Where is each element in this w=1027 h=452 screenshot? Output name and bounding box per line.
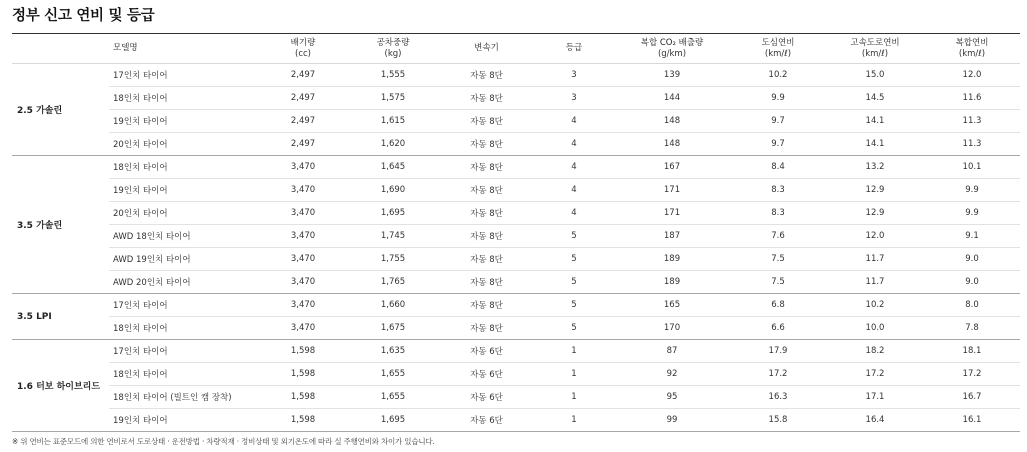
cell-weight: 1,635 — [347, 340, 439, 363]
cell-model: AWD 19인치 타이어 — [109, 248, 259, 271]
header-highway: 고속도로연비 (km/ℓ) — [826, 34, 924, 64]
cell-grade: 4 — [534, 110, 614, 133]
cell-grade: 4 — [534, 156, 614, 179]
table-row — [12, 248, 1020, 271]
cell-city: 17.9 — [730, 340, 826, 363]
header-weight: 공차중량 (kg) — [347, 34, 439, 64]
table-row — [12, 386, 1020, 409]
cell-co2: 189 — [614, 271, 730, 294]
cell-weight: 1,655 — [347, 363, 439, 386]
cell-transmission: 자동 8단 — [439, 317, 534, 340]
cell-combined: 16.1 — [924, 409, 1020, 432]
cell-model: 19인치 타이어 — [109, 409, 259, 432]
cell-grade: 1 — [534, 409, 614, 432]
group-label: 3.5 가솔린 — [12, 156, 109, 294]
cell-highway: 18.2 — [826, 340, 924, 363]
cell-transmission: 자동 8단 — [439, 271, 534, 294]
cell-displacement: 3,470 — [259, 202, 347, 225]
cell-model: AWD 20인치 타이어 — [109, 271, 259, 294]
cell-transmission: 자동 8단 — [439, 179, 534, 202]
cell-transmission: 자동 6단 — [439, 409, 534, 432]
cell-co2: 171 — [614, 202, 730, 225]
cell-highway: 11.7 — [826, 271, 924, 294]
table-row — [12, 340, 1020, 363]
cell-weight: 1,660 — [347, 294, 439, 317]
cell-combined: 8.0 — [924, 294, 1020, 317]
cell-model: 18인치 타이어 — [109, 317, 259, 340]
table-row — [12, 133, 1020, 156]
cell-transmission: 자동 6단 — [439, 340, 534, 363]
group-label: 2.5 가솔린 — [12, 64, 109, 156]
cell-city: 8.3 — [730, 179, 826, 202]
cell-city: 10.2 — [730, 64, 826, 87]
header-city: 도심연비 (km/ℓ) — [730, 34, 826, 64]
cell-highway: 11.7 — [826, 248, 924, 271]
cell-highway: 14.5 — [826, 87, 924, 110]
cell-co2: 187 — [614, 225, 730, 248]
cell-weight: 1,575 — [347, 87, 439, 110]
cell-model: 17인치 타이어 — [109, 340, 259, 363]
cell-combined: 11.6 — [924, 87, 1020, 110]
table-row — [12, 179, 1020, 202]
cell-co2: 148 — [614, 110, 730, 133]
cell-model: 17인치 타이어 — [109, 64, 259, 87]
cell-co2: 99 — [614, 409, 730, 432]
cell-highway: 13.2 — [826, 156, 924, 179]
cell-city: 7.6 — [730, 225, 826, 248]
table-row — [12, 87, 1020, 110]
cell-combined: 10.1 — [924, 156, 1020, 179]
cell-city: 7.5 — [730, 271, 826, 294]
cell-weight: 1,695 — [347, 409, 439, 432]
cell-highway: 12.0 — [826, 225, 924, 248]
cell-transmission: 자동 8단 — [439, 294, 534, 317]
cell-displacement: 1,598 — [259, 340, 347, 363]
cell-transmission: 자동 6단 — [439, 363, 534, 386]
table-row — [12, 110, 1020, 133]
header-combined: 복합연비 (km/ℓ) — [924, 34, 1020, 64]
cell-model: 20인치 타이어 — [109, 133, 259, 156]
cell-weight: 1,755 — [347, 248, 439, 271]
cell-weight: 1,765 — [347, 271, 439, 294]
cell-co2: 139 — [614, 64, 730, 87]
cell-co2: 95 — [614, 386, 730, 409]
cell-model: 19인치 타이어 — [109, 179, 259, 202]
fuel-efficiency-table — [12, 33, 1020, 432]
table-row — [12, 202, 1020, 225]
cell-grade: 5 — [534, 225, 614, 248]
cell-transmission: 자동 8단 — [439, 87, 534, 110]
cell-co2: 170 — [614, 317, 730, 340]
cell-co2: 92 — [614, 363, 730, 386]
footnote: ※ 위 연비는 표준모드에 의한 연비로서 도로상태 · 운전방법 · 차량적재 · 정비상태 및 외기온도에 따라 실 주행연비와 차이가 있습니다. — [12, 437, 435, 446]
header-co2: 복합 CO₂ 배출량 (g/km) — [614, 34, 730, 64]
cell-grade: 5 — [534, 294, 614, 317]
header-displacement: 배기량 (cc) — [259, 34, 347, 64]
table-row — [12, 225, 1020, 248]
cell-combined: 16.7 — [924, 386, 1020, 409]
cell-city: 8.3 — [730, 202, 826, 225]
cell-model: 18인치 타이어 (빌트인 캠 장착) — [109, 386, 259, 409]
header-model: 모델명 — [109, 34, 259, 64]
cell-grade: 5 — [534, 271, 614, 294]
cell-model: 19인치 타이어 — [109, 110, 259, 133]
cell-combined: 9.9 — [924, 202, 1020, 225]
cell-city: 9.7 — [730, 133, 826, 156]
cell-displacement: 1,598 — [259, 386, 347, 409]
cell-city: 16.3 — [730, 386, 826, 409]
cell-transmission: 자동 8단 — [439, 202, 534, 225]
cell-combined: 9.9 — [924, 179, 1020, 202]
cell-combined: 11.3 — [924, 133, 1020, 156]
cell-weight: 1,690 — [347, 179, 439, 202]
cell-highway: 17.1 — [826, 386, 924, 409]
cell-transmission: 자동 8단 — [439, 248, 534, 271]
header-group — [12, 34, 109, 64]
cell-city: 7.5 — [730, 248, 826, 271]
table-row — [12, 317, 1020, 340]
cell-combined: 9.1 — [924, 225, 1020, 248]
cell-displacement: 3,470 — [259, 294, 347, 317]
cell-displacement: 2,497 — [259, 110, 347, 133]
cell-transmission: 자동 6단 — [439, 386, 534, 409]
cell-model: 20인치 타이어 — [109, 202, 259, 225]
cell-highway: 12.9 — [826, 179, 924, 202]
table-body — [12, 64, 1020, 432]
cell-city: 9.7 — [730, 110, 826, 133]
cell-displacement: 3,470 — [259, 225, 347, 248]
cell-model: 18인치 타이어 — [109, 87, 259, 110]
table-row — [12, 409, 1020, 432]
cell-weight: 1,675 — [347, 317, 439, 340]
cell-co2: 171 — [614, 179, 730, 202]
cell-grade: 3 — [534, 64, 614, 87]
table-row — [12, 271, 1020, 294]
table-row — [12, 64, 1020, 87]
cell-city: 9.9 — [730, 87, 826, 110]
group-label: 1.6 터보 하이브리드 — [12, 340, 109, 432]
table-row — [12, 294, 1020, 317]
cell-co2: 87 — [614, 340, 730, 363]
cell-combined: 9.0 — [924, 271, 1020, 294]
cell-highway: 14.1 — [826, 110, 924, 133]
cell-model: AWD 18인치 타이어 — [109, 225, 259, 248]
cell-weight: 1,645 — [347, 156, 439, 179]
cell-transmission: 자동 8단 — [439, 110, 534, 133]
cell-city: 15.8 — [730, 409, 826, 432]
cell-combined: 7.8 — [924, 317, 1020, 340]
header-grade: 등급 — [534, 34, 614, 64]
group-label: 3.5 LPI — [12, 294, 109, 340]
cell-city: 6.6 — [730, 317, 826, 340]
cell-city: 6.8 — [730, 294, 826, 317]
cell-weight: 1,655 — [347, 386, 439, 409]
cell-grade: 5 — [534, 317, 614, 340]
table-header-row — [12, 34, 1020, 64]
cell-model: 17인치 타이어 — [109, 294, 259, 317]
cell-weight: 1,695 — [347, 202, 439, 225]
cell-city: 8.4 — [730, 156, 826, 179]
cell-displacement: 2,497 — [259, 64, 347, 87]
cell-weight: 1,555 — [347, 64, 439, 87]
cell-grade: 1 — [534, 386, 614, 409]
cell-model: 18인치 타이어 — [109, 156, 259, 179]
cell-grade: 4 — [534, 133, 614, 156]
cell-grade: 5 — [534, 248, 614, 271]
cell-displacement: 3,470 — [259, 248, 347, 271]
cell-grade: 4 — [534, 202, 614, 225]
cell-weight: 1,620 — [347, 133, 439, 156]
cell-co2: 189 — [614, 248, 730, 271]
cell-displacement: 3,470 — [259, 271, 347, 294]
cell-highway: 17.2 — [826, 363, 924, 386]
cell-transmission: 자동 8단 — [439, 133, 534, 156]
table-row — [12, 156, 1020, 179]
cell-highway: 16.4 — [826, 409, 924, 432]
cell-combined: 18.1 — [924, 340, 1020, 363]
cell-highway: 15.0 — [826, 64, 924, 87]
cell-grade: 1 — [534, 363, 614, 386]
cell-grade: 3 — [534, 87, 614, 110]
cell-weight: 1,615 — [347, 110, 439, 133]
cell-displacement: 1,598 — [259, 363, 347, 386]
cell-displacement: 3,470 — [259, 156, 347, 179]
cell-grade: 1 — [534, 340, 614, 363]
cell-combined: 11.3 — [924, 110, 1020, 133]
cell-transmission: 자동 8단 — [439, 156, 534, 179]
cell-co2: 144 — [614, 87, 730, 110]
cell-highway: 10.0 — [826, 317, 924, 340]
cell-displacement: 3,470 — [259, 179, 347, 202]
cell-co2: 165 — [614, 294, 730, 317]
cell-co2: 167 — [614, 156, 730, 179]
cell-displacement: 3,470 — [259, 317, 347, 340]
cell-grade: 4 — [534, 179, 614, 202]
cell-displacement: 2,497 — [259, 87, 347, 110]
cell-highway: 10.2 — [826, 294, 924, 317]
page-title: 정부 신고 연비 및 등급 — [12, 8, 155, 24]
cell-highway: 14.1 — [826, 133, 924, 156]
cell-combined: 12.0 — [924, 64, 1020, 87]
cell-highway: 12.9 — [826, 202, 924, 225]
cell-combined: 17.2 — [924, 363, 1020, 386]
header-transmission: 변속기 — [439, 34, 534, 64]
cell-transmission: 자동 8단 — [439, 64, 534, 87]
cell-transmission: 자동 8단 — [439, 225, 534, 248]
cell-displacement: 2,497 — [259, 133, 347, 156]
cell-combined: 9.0 — [924, 248, 1020, 271]
cell-co2: 148 — [614, 133, 730, 156]
table-row — [12, 363, 1020, 386]
cell-displacement: 1,598 — [259, 409, 347, 432]
cell-weight: 1,745 — [347, 225, 439, 248]
cell-model: 18인치 타이어 — [109, 363, 259, 386]
cell-city: 17.2 — [730, 363, 826, 386]
